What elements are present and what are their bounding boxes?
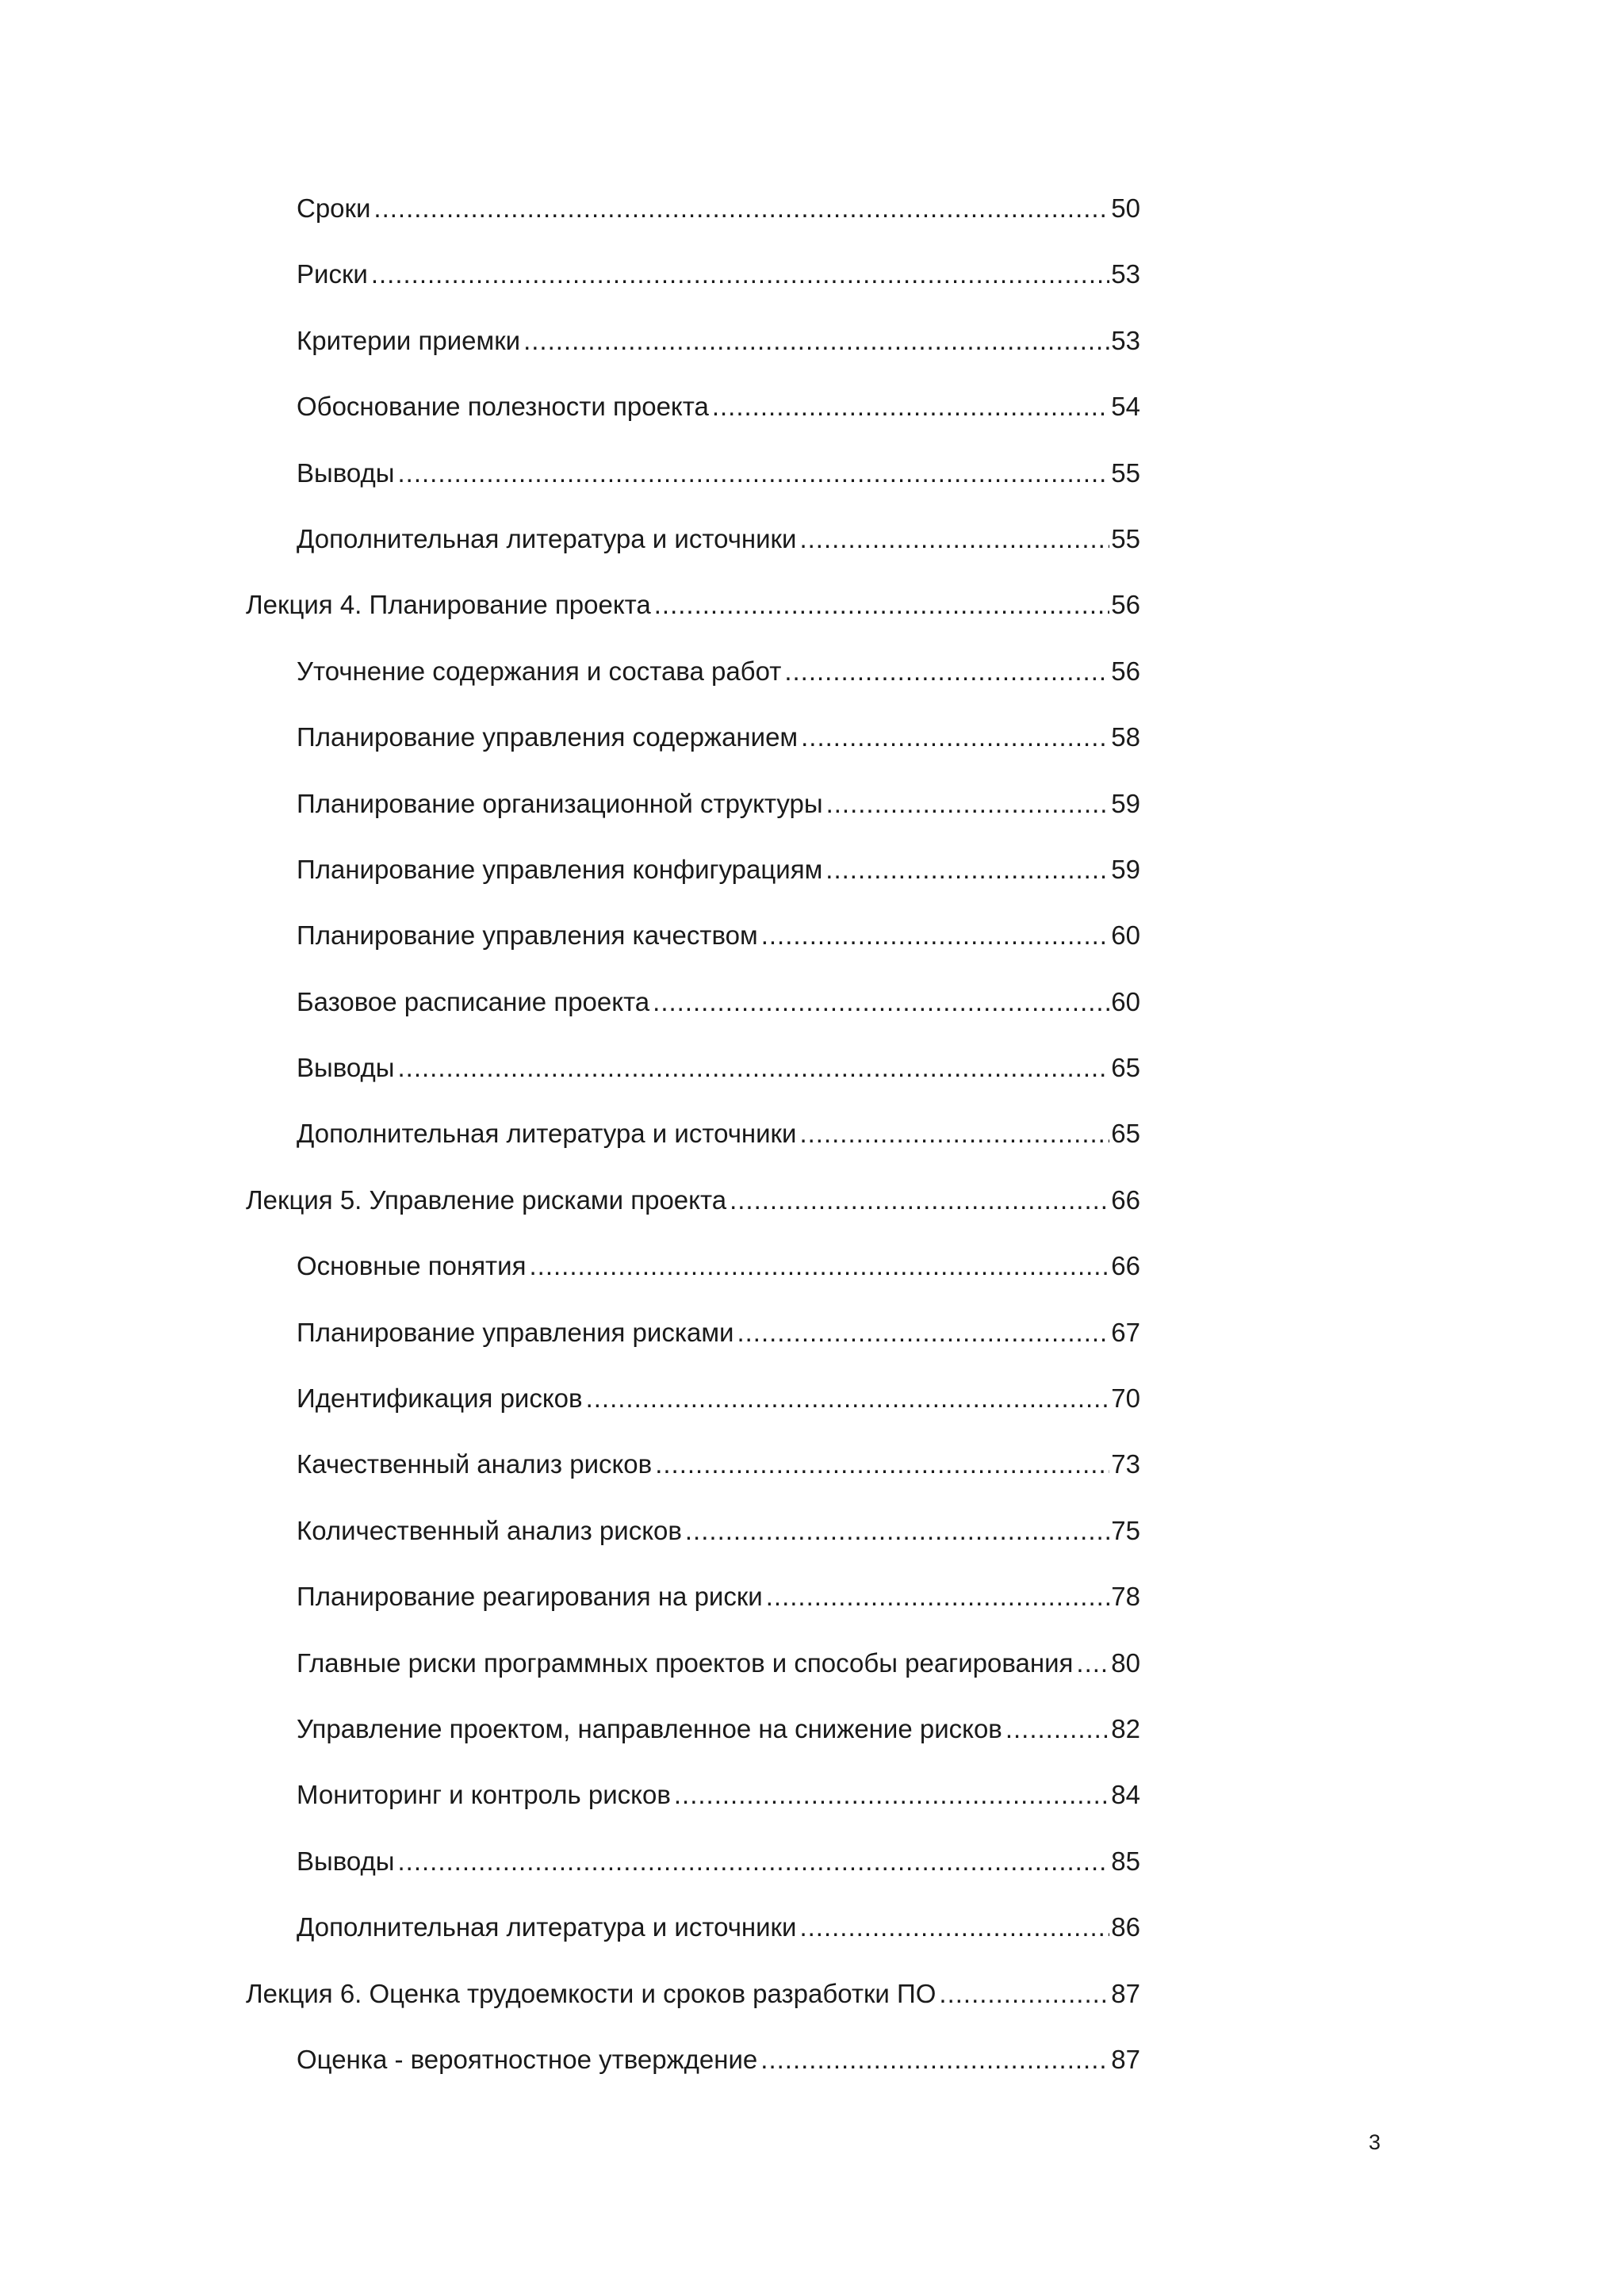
toc-entry-page: 73 — [1111, 1449, 1140, 1479]
toc-entry-page: 66 — [1111, 1184, 1140, 1215]
toc-entry-page: 60 — [1111, 920, 1140, 951]
toc-chapter-entry[interactable] — [246, 1184, 1140, 1250]
toc-entry-page: 60 — [1111, 986, 1140, 1016]
toc-section-entry[interactable] — [246, 1383, 1140, 1448]
toc-section-entry[interactable] — [246, 986, 1140, 1052]
toc-section-entry[interactable] — [246, 1052, 1140, 1118]
toc-dot-leader — [712, 391, 1109, 423]
toc-entry-title: Сроки — [297, 193, 371, 223]
toc-entry-title: Обоснование полезности проекта — [297, 392, 709, 422]
toc-section-entry[interactable] — [246, 656, 1140, 721]
toc-entry-title: Уточнение содержания и состава работ — [297, 656, 782, 686]
toc-section-entry[interactable] — [246, 1581, 1140, 1647]
toc-dot-leader — [737, 1317, 1109, 1349]
toc-entry-page: 66 — [1111, 1251, 1140, 1281]
toc-section-entry[interactable] — [246, 391, 1140, 457]
page-number: 3 — [1369, 2130, 1381, 2154]
toc-entry-title: Дополнительная литература и источники — [297, 1912, 797, 1942]
toc-dot-leader — [801, 721, 1109, 753]
toc-dot-leader — [655, 1448, 1109, 1480]
toc-entry-page: 84 — [1111, 1780, 1140, 1810]
toc-chapter-entry[interactable] — [246, 1978, 1140, 2044]
toc-section-entry[interactable] — [246, 1118, 1140, 1184]
toc-dot-leader — [371, 258, 1109, 290]
toc-entry-page: 50 — [1111, 193, 1140, 223]
toc-dot-leader — [799, 1118, 1109, 1150]
toc-dot-leader — [654, 589, 1110, 621]
toc-section-entry[interactable] — [246, 258, 1140, 324]
toc-section-entry[interactable] — [246, 1448, 1140, 1514]
toc-section-entry[interactable] — [246, 523, 1140, 589]
toc-dot-leader — [799, 523, 1109, 555]
toc-dot-leader — [586, 1383, 1110, 1414]
toc-entry-page: 53 — [1111, 325, 1140, 355]
toc-entry-title: Планирование реагирования на риски — [297, 1582, 763, 1612]
toc-dot-leader — [825, 854, 1109, 886]
toc-entry-title: Дополнительная литература и источники — [297, 523, 797, 553]
toc-dot-leader — [826, 788, 1110, 820]
toc-section-entry[interactable] — [246, 721, 1140, 787]
toc-entry-page: 86 — [1111, 1912, 1140, 1942]
toc-section-entry[interactable] — [246, 1779, 1140, 1845]
toc-entry-title: Выводы — [297, 1053, 395, 1083]
toc-entry-page: 85 — [1111, 1846, 1140, 1876]
toc-entry-title: Оценка - вероятностное утверждение — [297, 2044, 758, 2074]
toc-entry-page: 65 — [1111, 1119, 1140, 1149]
toc-section-entry[interactable] — [246, 788, 1140, 854]
toc-section-entry[interactable] — [246, 1713, 1140, 1779]
toc-entry-title: Мониторинг и контроль рисков — [297, 1780, 671, 1810]
toc-dot-leader — [761, 920, 1110, 951]
toc-entry-title: Лекция 4. Планирование проекта — [246, 590, 651, 620]
toc-entry-title: Выводы — [297, 457, 395, 488]
toc-dot-leader — [799, 1911, 1109, 1943]
toc-entry-page: 59 — [1111, 788, 1140, 818]
toc-entry-page: 54 — [1111, 392, 1140, 422]
toc-section-entry[interactable] — [246, 325, 1140, 391]
toc-entry-title: Качественный анализ рисков — [297, 1449, 653, 1479]
toc-entry-page: 80 — [1111, 1647, 1140, 1678]
toc-entry-page: 55 — [1111, 457, 1140, 488]
toc-entry-title: Количественный анализ рисков — [297, 1515, 682, 1545]
toc-entry-page: 87 — [1111, 1978, 1140, 2008]
toc-entry-page: 82 — [1111, 1713, 1140, 1743]
toc-entry-page: 59 — [1111, 854, 1140, 884]
toc-entry-title: Планирование управления качеством — [297, 920, 758, 951]
toc-entry-title: Базовое расписание проекта — [297, 986, 650, 1016]
toc-dot-leader — [523, 325, 1109, 357]
toc-entry-title: Выводы — [297, 1846, 395, 1876]
toc-entry-title: Критерии приемки — [297, 325, 521, 355]
toc-entry-page: 58 — [1111, 722, 1140, 752]
toc-section-entry[interactable] — [246, 1911, 1140, 1977]
toc-section-entry[interactable] — [246, 2044, 1140, 2110]
toc-entry-page: 56 — [1111, 656, 1140, 686]
toc-dot-leader — [653, 986, 1109, 1018]
toc-chapter-entry[interactable] — [246, 589, 1140, 655]
toc-section-entry[interactable] — [246, 854, 1140, 920]
toc-dot-leader — [373, 193, 1109, 224]
toc-dot-leader — [939, 1978, 1109, 2010]
toc-entry-page: 65 — [1111, 1053, 1140, 1083]
toc-section-entry[interactable] — [246, 193, 1140, 258]
toc-entry-title: Дополнительная литература и источники — [297, 1119, 797, 1149]
toc-entry-page: 78 — [1111, 1582, 1140, 1612]
toc-dot-leader — [674, 1779, 1109, 1811]
toc-entry-title: Планирование управления содержанием — [297, 722, 799, 752]
toc-dot-leader — [1076, 1647, 1109, 1679]
toc-entry-title: Основные понятия — [297, 1251, 527, 1281]
toc-entry-title: Лекция 5. Управление рисками проекта — [246, 1184, 727, 1215]
toc-dot-leader — [730, 1184, 1109, 1216]
toc-entry-title: Планирование управления рисками — [297, 1317, 734, 1347]
toc-entry-page: 55 — [1111, 523, 1140, 553]
toc-section-entry[interactable] — [246, 1250, 1140, 1316]
toc-entry-page: 70 — [1111, 1383, 1140, 1414]
toc-dot-leader — [784, 656, 1109, 687]
toc-entry-page: 67 — [1111, 1317, 1140, 1347]
toc-dot-leader — [685, 1515, 1109, 1547]
toc-dot-leader — [766, 1581, 1110, 1613]
toc-dot-leader — [529, 1250, 1109, 1282]
toc-entry-title: Риски — [297, 259, 368, 289]
toc-entry-title: Лекция 6. Оценка трудоемкости и сроков разработки ПО — [246, 1978, 936, 2008]
toc-dot-leader — [398, 457, 1110, 489]
toc-section-entry[interactable] — [246, 1317, 1140, 1383]
toc-dot-leader — [1005, 1713, 1109, 1745]
table-of-contents — [246, 193, 1140, 2110]
toc-entry-page: 87 — [1111, 2044, 1140, 2074]
toc-entry-page: 53 — [1111, 259, 1140, 289]
toc-section-entry[interactable] — [246, 920, 1140, 985]
toc-entry-title: Идентификация рисков — [297, 1383, 583, 1414]
toc-entry-title: Управление проектом, направленное на снижение рисков — [297, 1713, 1002, 1743]
toc-entry-page: 75 — [1111, 1515, 1140, 1545]
toc-entry-title: Планирование управления конфигурациям — [297, 854, 823, 884]
toc-section-entry[interactable] — [246, 1846, 1140, 1911]
toc-section-entry[interactable] — [246, 457, 1140, 523]
toc-dot-leader — [398, 1846, 1110, 1877]
toc-entry-page: 56 — [1111, 590, 1140, 620]
toc-entry-title: Планирование организационной структуры — [297, 788, 823, 818]
toc-section-entry[interactable] — [246, 1515, 1140, 1581]
toc-dot-leader — [398, 1052, 1110, 1084]
toc-entry-title: Главные риски программных проектов и способы реагирования — [297, 1647, 1074, 1678]
toc-section-entry[interactable] — [246, 1647, 1140, 1713]
toc-dot-leader — [760, 2044, 1109, 2076]
